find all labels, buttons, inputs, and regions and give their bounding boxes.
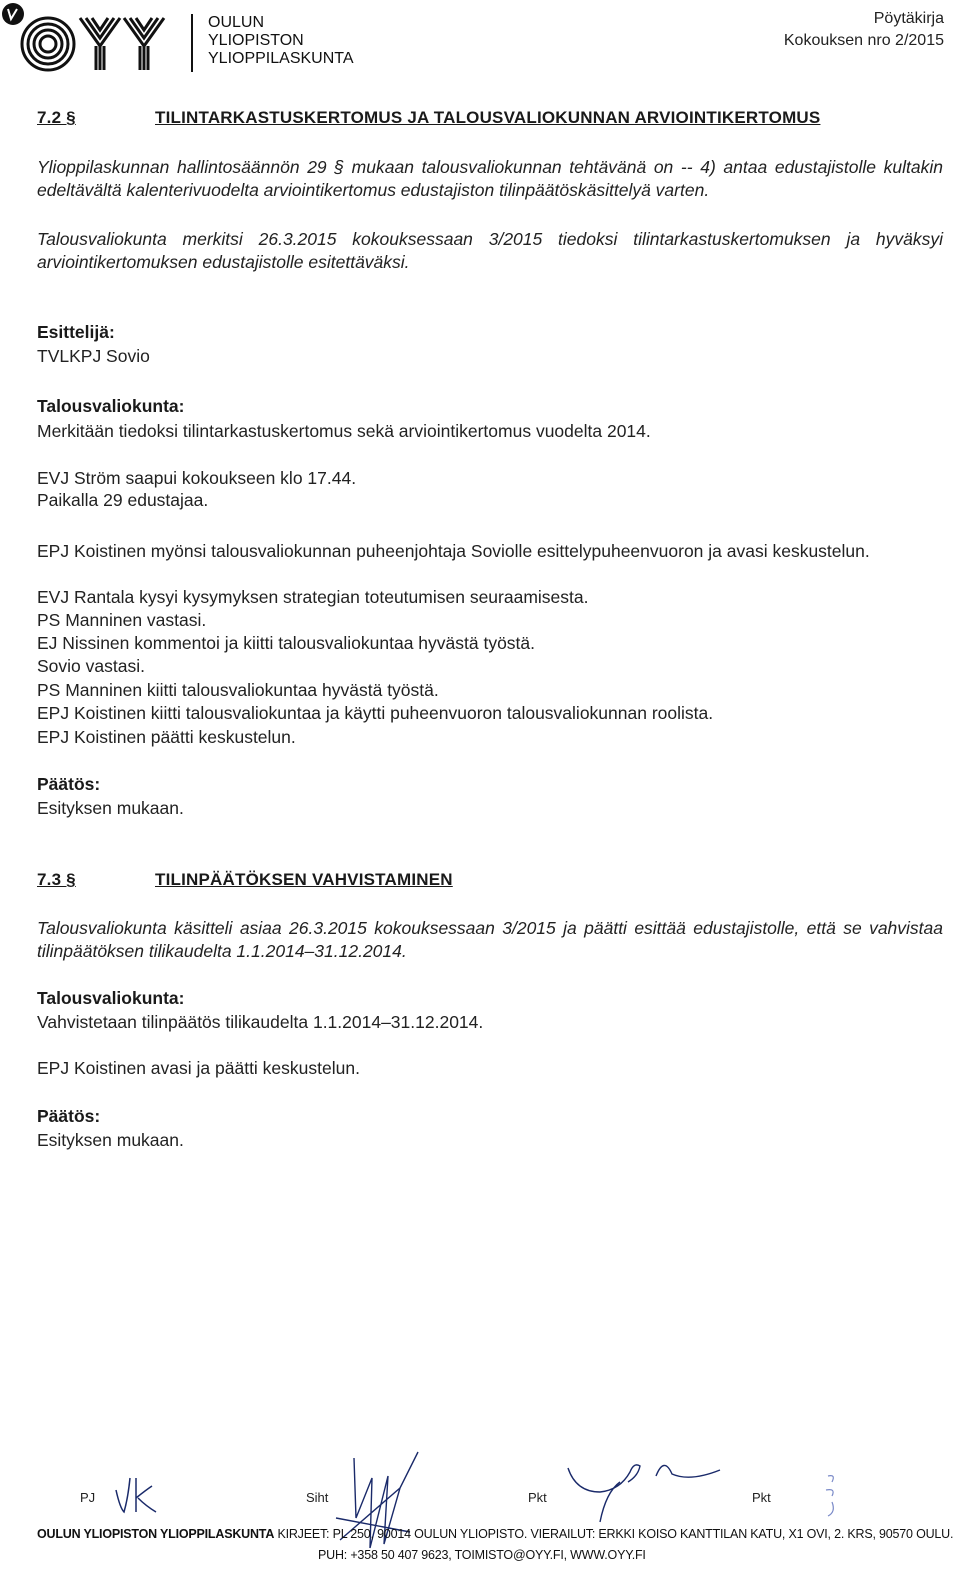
sig-label-pkt-2: Pkt (752, 1490, 771, 1505)
presenter-label: Esittelijä: (37, 322, 115, 342)
committee-proposal: Merkitään tiedoksi tilintarkastuskertomus sekä arviointikertomus vuodelta 2014. (37, 421, 651, 441)
footer-address (37, 1527, 953, 1541)
signature-pj (112, 1468, 172, 1518)
decision-text: Esityksen mukaan. (37, 1130, 184, 1150)
meeting-number: Kokouksen nro 2/2015 (783, 32, 944, 49)
footer-address-text: KIRJEET: PL 250, 90014 OULUN YLIOPISTO. VIERAILUT: ERKKI KOISO KANTTILAN KATU, X1 OVI, 2. KRS, 90570 OULU. (277, 1527, 954, 1541)
discussion-item: Sovio vastasi. (37, 656, 145, 676)
discussion-item: EPJ Koistinen päätti keskustelun. (37, 727, 296, 747)
discussion-item: PS Manninen vastasi. (37, 610, 207, 630)
section-title: TILINTARKASTUSKERTOMUS JA TALOUSVALIOKUNNAN ARVIOINTIKERTOMUS (155, 108, 821, 127)
arrival-note: EVJ Ström saapui kokoukseen klo 17.44. (37, 468, 357, 488)
doc-type: Pöytäkirja (873, 10, 944, 27)
sig-label-pj: PJ (80, 1490, 96, 1505)
signature-siht (330, 1448, 420, 1558)
org-line-1: OULUN (208, 14, 265, 31)
decision-label: Päätös: (37, 1106, 101, 1126)
committee-proposal: Vahvistetaan tilinpäätös tilikaudelta 1.1.2014–31.12.2014. (37, 1012, 484, 1032)
committee-label: Talousvaliokunta: (37, 988, 185, 1008)
section-7-3-heading (37, 870, 453, 890)
committee-label: Talousvaliokunta: (37, 396, 185, 416)
oyy-logo-mark (0, 0, 200, 78)
sig-label-siht: Siht (306, 1490, 329, 1505)
footer-contact: PUH: +358 50 407 9623, TOIMISTO@OYY.FI, WWW.OYY.FI (318, 1548, 646, 1562)
sig-label-pkt-1: Pkt (528, 1490, 547, 1505)
section-7-3-intro: Talousvaliokunta käsitteli asiaa 26.3.2015 kokouksessaan 3/2015 ja päätti esittää edustajistolle, että se vahvistaa tilinpäätöksen tilikaudelta 1.1.2014–31.12.2014. (37, 918, 943, 961)
section-number: 7.3 § (37, 870, 76, 889)
doc-header-info (784, 8, 944, 52)
signature-pkt-2 (818, 1470, 848, 1520)
discussion-item: PS Manninen kiitti talousvaliokuntaa hyvästä työstä. (37, 680, 439, 700)
discussion-item: EPJ Koistinen avasi ja päätti keskustelun. (37, 1058, 360, 1078)
discussion-item: EJ Nissinen kommentoi ja kiitti talousvaliokuntaa hyvästä työstä. (37, 633, 536, 653)
section-7-2-intro: Ylioppilaskunnan hallintosäännön 29 § mukaan talousvaliokunnan tehtävänä on -- 4) antaa edustajistolle kultakin edeltävältä kalenterivuodelta arviointikertomus edustajiston tilinpäätöskäsittelyä varten. (37, 157, 943, 200)
attendance-note: Paikalla 29 edustajaa. (37, 490, 209, 510)
decision-text: Esityksen mukaan. (37, 798, 184, 818)
org-name (208, 14, 354, 68)
discussion-item: EVJ Rantala kysyi kysymyksen strategian toteutumisen seuraamisesta. (37, 587, 589, 607)
section-title: TILINPÄÄTÖKSEN VAHVISTAMINEN (155, 870, 453, 889)
org-line-2: YLIOPISTON (208, 32, 304, 49)
section-7-2-note: Talousvaliokunta merkitsi 26.3.2015 kokouksessaan 3/2015 tiedoksi tilintarkastuskertomuksen ja hyväksyi arviointikertomuksen edustajistolle esitettäväksi. (37, 229, 943, 272)
discussion-item: EPJ Koistinen kiitti talousvaliokuntaa ja käytti puheenvuoron talousvaliokunnan roolista. (37, 703, 714, 723)
footer-org-name: OULUN YLIOPISTON YLIOPPILASKUNTA (37, 1527, 275, 1541)
discussion-item: EPJ Koistinen myönsi talousvaliokunnan puheenjohtaja Soviolle esittelypuheenvuoron ja avasi keskustelun. (37, 541, 870, 561)
signature-pkt-1 (560, 1452, 730, 1532)
presenter-name: TVLKPJ Sovio (37, 346, 150, 366)
section-7-2-heading (37, 108, 820, 128)
org-line-3: YLIOPPILASKUNTA (208, 50, 354, 67)
decision-label: Päätös: (37, 774, 101, 794)
section-number: 7.2 § (37, 108, 76, 127)
